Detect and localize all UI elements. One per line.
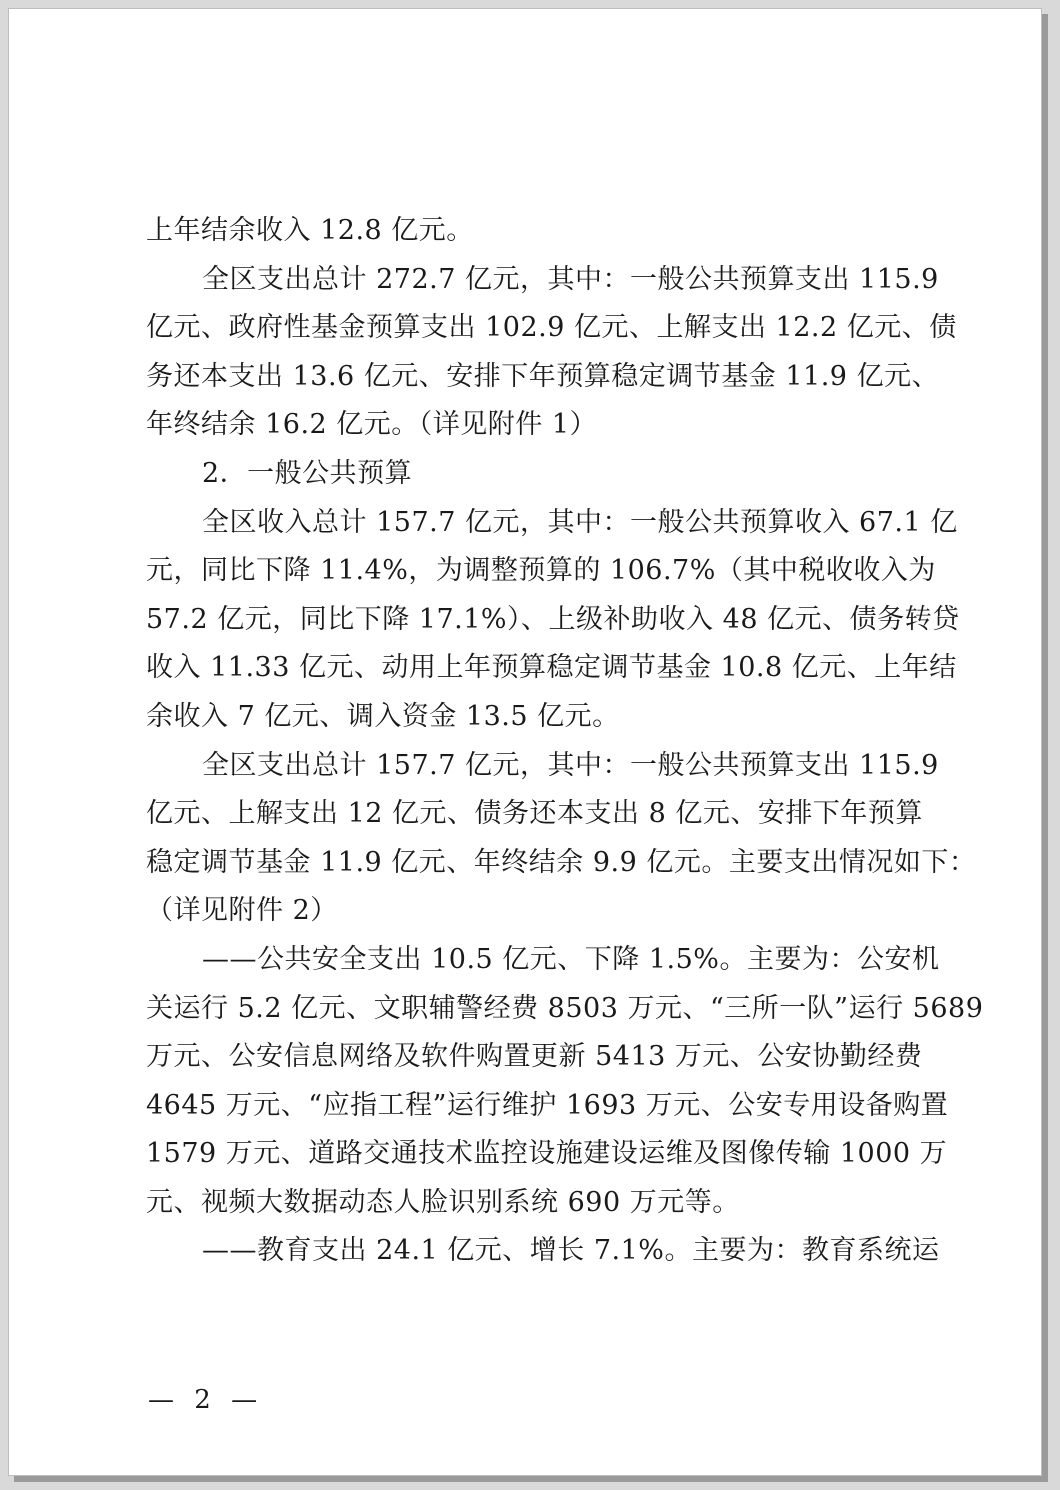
text-line: 务还本支出 13.6 亿元、安排下年预算稳定调节基金 11.9 亿元、 [146,360,940,392]
text-line: 稳定调节基金 11.9 亿元、年终结余 9.9 亿元。主要支出情况如下： [146,846,977,878]
text-line: 关运行 5.2 亿元、文职辅警经费 8503 万元、“三所一队”运行 5689 [146,992,984,1024]
text-line: （详见附件 2） [146,895,338,927]
text-line: 全区支出总计 272.7 亿元，其中：一般公共预算支出 115.9 [202,263,939,295]
document-page [8,8,1042,1476]
text-line: 余收入 7 亿元、调入资金 13.5 亿元。 [146,700,620,732]
text-line: 1579 万元、道路交通技术监控设施建设运维及图像传输 1000 万 [146,1138,948,1170]
text-line: 亿元、政府性基金预算支出 102.9 亿元、上解支出 12.2 亿元、债 [146,312,957,344]
section-heading: 2．一般公共预算 [202,457,413,489]
text-line: 年终结余 16.2 亿元。（详见附件 1） [146,409,598,441]
text-line: 全区支出总计 157.7 亿元，其中：一般公共预算支出 115.9 [202,749,939,781]
text-line: 全区收入总计 157.7 亿元，其中：一般公共预算收入 67.1 亿 [202,506,958,538]
text-line: 4645 万元、“应指工程”运行维护 1693 万元、公安专用设备购置 [146,1089,949,1121]
text-line: 元，同比下降 11.4%，为调整预算的 106.7%（其中税收收入为 [146,555,936,587]
text-line: 亿元、上解支出 12 亿元、债务还本支出 8 亿元、安排下年预算 [146,798,923,830]
body-text [146,207,984,1276]
text-line: ——公共安全支出 10.5 亿元、下降 1.5%。主要为：公安机 [202,943,940,975]
text-line: 收入 11.33 亿元、动用上年预算稳定调节基金 10.8 亿元、上年结 [146,652,957,684]
page-number: — 2 — [148,1385,264,1415]
text-line: 57.2 亿元，同比下降 17.1%）、上级补助收入 48 亿元、债务转贷 [146,603,960,635]
text-line: 元、视频大数据动态人脸识别系统 690 万元等。 [146,1186,740,1218]
text-line: 上年结余收入 12.8 亿元。 [146,215,474,246]
text-line: 万元、公安信息网络及软件购置更新 5413 万元、公安协勤经费 [146,1041,923,1073]
text-line: ——教育支出 24.1 亿元、增长 7.1%。主要为：教育系统运 [202,1235,940,1267]
